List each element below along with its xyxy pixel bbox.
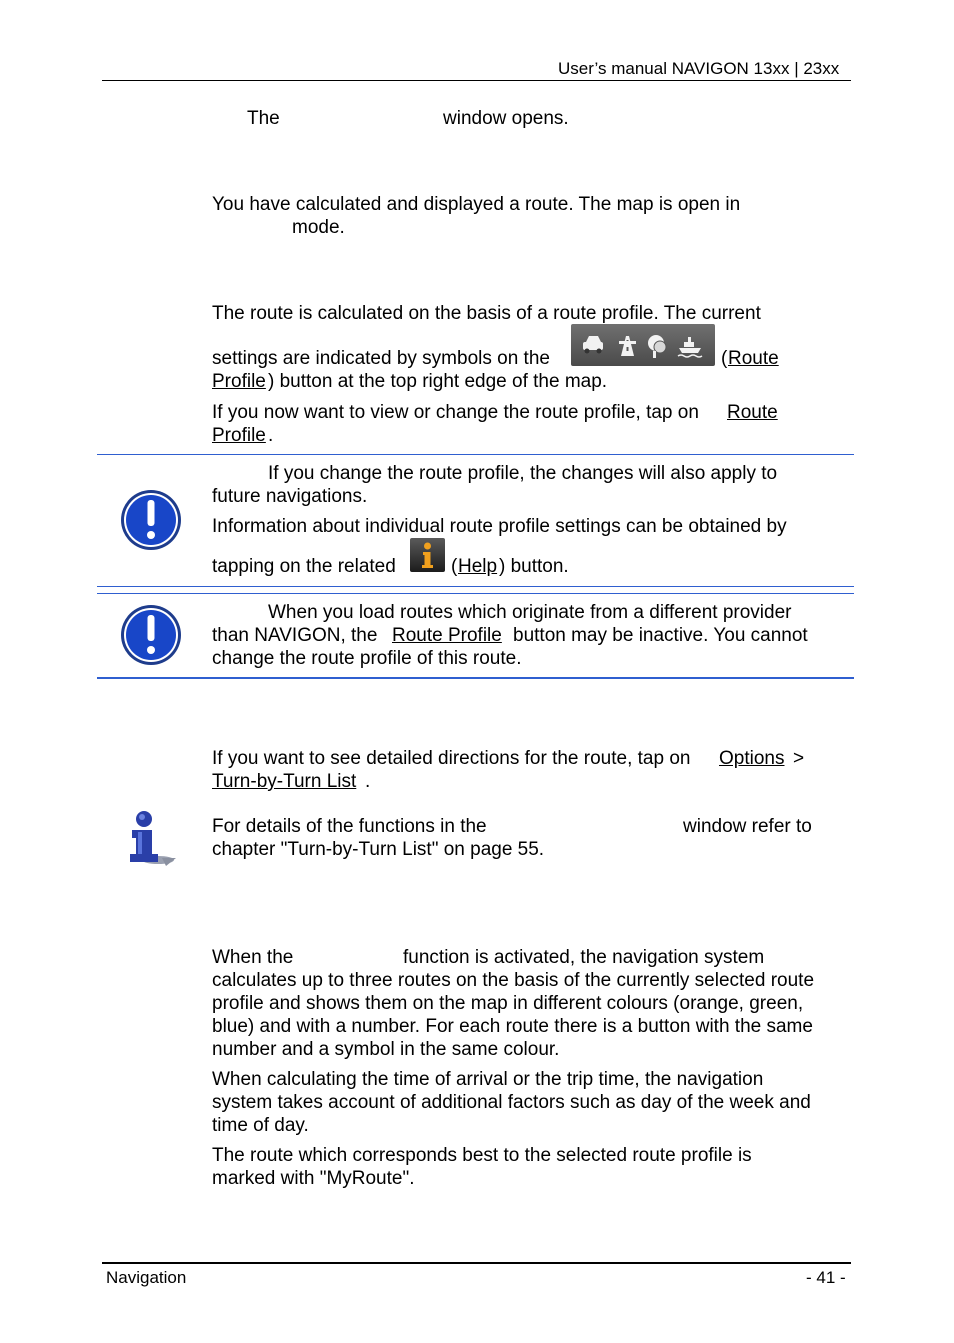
paragraph-arrival-line2: system takes account of additional factors such as day of the week and: [212, 1092, 811, 1113]
link-help[interactable]: Help: [458, 556, 498, 577]
exclamation-icon: [120, 489, 182, 551]
period: .: [268, 425, 274, 446]
note1-line1: If you change the route profile, the changes will also apply to: [268, 463, 778, 484]
paragraph-arrival-line1: When calculating the time of arrival or the trip time, the navigation: [212, 1069, 764, 1090]
breadcrumb-separator: >: [793, 748, 805, 769]
text-window-opens: window opens.: [443, 108, 569, 129]
text-the: The: [247, 108, 280, 129]
toll-icon: [648, 335, 666, 358]
highway-icon: [619, 336, 636, 356]
note2-top-rule: [97, 593, 854, 594]
footer-section: Navigation: [106, 1268, 187, 1287]
link-route-profile-3[interactable]: Route Profile: [392, 625, 502, 646]
paragraph-profile-line3: ) button at the top right edge of the map.: [268, 371, 608, 392]
help-paren-open: (: [451, 556, 458, 577]
paren-open: (: [721, 348, 728, 369]
note2-line2b: button may be inactive. You cannot: [513, 625, 808, 646]
paragraph-details-b: window refer to: [683, 816, 812, 837]
paragraph-view-change: If you now want to view or change the route profile, tap on: [212, 402, 699, 423]
paragraph-arrival-line3: time of day.: [212, 1115, 309, 1136]
header-rule: [102, 80, 851, 81]
info-person-icon: [122, 810, 178, 870]
paragraph-profile-line1: The route is calculated on the basis of a route profile. The current: [212, 303, 761, 324]
paragraph-details-line2: chapter "Turn-by-Turn List" on page 55.: [212, 839, 545, 860]
paragraph-when-a: When the: [212, 947, 294, 968]
paragraph-calculated-line1: You have calculated and displayed a route. The map is open in: [212, 194, 741, 215]
link-route-profile-2b[interactable]: Profile: [212, 425, 266, 446]
page-number: - 41 -: [806, 1268, 846, 1287]
link-options[interactable]: Options: [719, 748, 785, 769]
note1-line2: future navigations.: [212, 486, 368, 507]
link-route-profile-2a[interactable]: Route: [727, 402, 778, 423]
link-route-profile-1b[interactable]: Profile: [212, 371, 266, 392]
paragraph-directions: If you want to see detailed directions for the route, tap on: [212, 748, 691, 769]
note1-line4b: ) button.: [499, 556, 569, 577]
note2-line3: change the route profile of this route.: [212, 648, 522, 669]
paragraph-myroute-line1: The route which corresponds best to the selected route profile is: [212, 1145, 752, 1166]
help-button[interactable]: [410, 538, 445, 572]
link-turn-by-turn-list[interactable]: Turn-by-Turn List: [212, 771, 357, 792]
paragraph-when-line4: blue) and with a number. For each route there is a button with the same: [212, 1016, 813, 1037]
paragraph-when-line2: calculates up to three routes on the basis of the currently selected route: [212, 970, 815, 991]
paragraph-calculated-line2: mode.: [292, 217, 345, 238]
paragraph-when-line3: profile and shows them on the map in different colours (orange, green,: [212, 993, 804, 1014]
paragraph-when-line5: number and a symbol in the same colour.: [212, 1039, 560, 1060]
info-icon: [410, 538, 445, 572]
paragraph-details-a: For details of the functions in the: [212, 816, 487, 837]
paragraph-when-b: function is activated, the navigation system: [403, 947, 765, 968]
note1-line3: Information about individual route profile settings can be obtained by: [212, 516, 787, 537]
note1-line4a: tapping on the related: [212, 556, 396, 577]
exclamation-icon: [120, 604, 182, 666]
route-profile-button[interactable]: [571, 324, 715, 366]
note1-bottom-rule: [97, 586, 854, 587]
note2-bottom-rule: [97, 677, 854, 679]
paragraph-profile-line2: settings are indicated by symbols on the: [212, 348, 550, 369]
paragraph-myroute-line2: marked with "MyRoute".: [212, 1168, 415, 1189]
header-title: User’s manual NAVIGON 13xx | 23xx: [558, 59, 840, 78]
footer-rule: [102, 1262, 851, 1264]
note1-top-rule: [97, 454, 854, 455]
link-route-profile-1a[interactable]: Route: [728, 348, 779, 369]
ferry-icon: [678, 337, 702, 357]
note2-line1: When you load routes which originate from a different provider: [268, 602, 792, 623]
note2-line2a: than NAVIGON, the: [212, 625, 378, 646]
period-2: .: [365, 771, 371, 792]
car-icon: [583, 336, 603, 354]
